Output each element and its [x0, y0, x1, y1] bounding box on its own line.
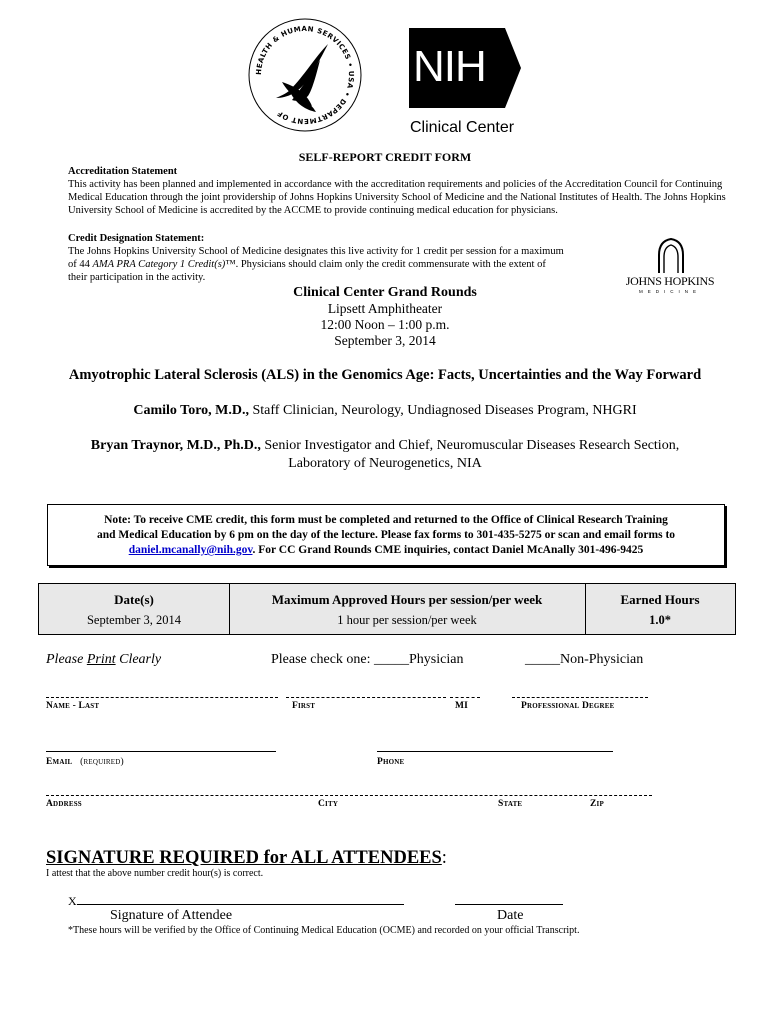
jhu-name: JOHNS HOPKINS: [625, 274, 715, 288]
table-header-max-hours: Maximum Approved Hours per session/per week: [271, 592, 543, 607]
verification-footnote: *These hours will be verified by the Office of Continuing Medical Education (OCME) and recorded on your official Transcript.: [68, 925, 580, 936]
accreditation-heading: Accreditation Statement: [68, 166, 178, 177]
address-field[interactable]: [46, 795, 652, 796]
check-non-physician[interactable]: _____Non-Physician: [525, 652, 644, 667]
first-name-field[interactable]: [286, 697, 446, 698]
nih-logo: [409, 28, 521, 138]
note-line-3: [48, 543, 724, 558]
signature-heading-colon: :: [441, 848, 447, 868]
nih-label: NIH: [413, 42, 486, 91]
table-cell-earned: 1.0*: [649, 613, 671, 627]
signature-label: Signature of Attendee: [110, 908, 233, 923]
label-email-text: Email: [46, 757, 73, 767]
signature-heading-text: SIGNATURE REQUIRED for ALL ATTENDEES: [46, 848, 442, 868]
hhs-ring-text: HEALTH & HUMAN SERVICES • USA • DEPARTMENT OF: [254, 24, 356, 126]
degree-field[interactable]: [512, 697, 648, 698]
label-phone: Phone: [377, 757, 405, 767]
event-time: 12:00 Noon – 1:00 p.m.: [320, 317, 450, 332]
speaker-2-role-line2: Laboratory of Neurogenetics, NIA: [288, 456, 482, 471]
note-line-2: and Medical Education by 6 pm on the day of the lecture. Please fax forms to 301-435-5275 or scan and email forms to: [96, 529, 676, 541]
label-email: [46, 757, 124, 767]
label-professional-degree: Professional Degree: [521, 701, 615, 711]
speaker-1-role: Staff Clinician, Neurology, Undiagnosed Diseases Program, NHGRI: [248, 403, 637, 418]
lecture-title: Amyotrophic Lateral Sclerosis (ALS) in the Genomics Age: Facts, Uncertainties and the Way Forward: [68, 367, 702, 383]
note-box: [47, 504, 725, 566]
table-header-dates: Date(s): [114, 592, 154, 607]
credit-line-2: [68, 258, 628, 271]
signature-field[interactable]: [77, 904, 404, 905]
label-address: Address: [46, 799, 82, 809]
event-venue: Lipsett Amphitheater: [327, 301, 443, 316]
credit-line-2-post: . Physicians should claim only the credit commensurate with the extent of: [235, 259, 546, 270]
accreditation-body: This activity has been planned and implemented in accordance with the accreditation requirements and policies of the Accreditation Council for Continuing Medical Education through the joint providership of Johns Hopkins University School of Medicine and the National Institutes of Health. The Johns Hopkins University School of Medicine is accredited by the ACCME to provide continuing medical education for physicians.: [68, 179, 726, 216]
signature-heading: [46, 847, 447, 869]
note-line-1: Note: To receive CME credit, this form must be completed and returned to the Office of Clinical Research Training: [104, 514, 668, 526]
event-series: Clinical Center Grand Rounds: [293, 285, 477, 300]
table-cell-max-hours: 1 hour per session/per week: [337, 613, 477, 627]
jhu-sub: MEDICINE: [638, 289, 701, 294]
speaker-1-name: Camilo Toro, M.D.,: [133, 403, 249, 418]
label-zip: Zip: [590, 799, 604, 809]
please-print-pre: Please: [46, 652, 87, 667]
check-physician[interactable]: Please check one: _____Physician: [271, 652, 464, 667]
credit-line-3: their participation in the activity.: [68, 272, 206, 283]
label-email-required: (required): [80, 757, 124, 767]
label-mi: MI: [455, 701, 469, 711]
speaker-2-name: Bryan Traynor, M.D., Ph.D.,: [90, 438, 261, 453]
label-city: City: [318, 799, 339, 809]
credit-designation-body: [68, 245, 628, 284]
label-name-last: Name - Last: [46, 701, 100, 711]
please-print: [46, 652, 161, 668]
table-header-earned: Earned Hours: [620, 592, 700, 607]
please-print-underlined: Print: [86, 652, 116, 667]
mi-field[interactable]: [450, 697, 480, 698]
form-title: SELF-REPORT CREDIT FORM: [298, 150, 472, 164]
speaker-1: [0, 402, 770, 420]
label-state: State: [498, 799, 523, 809]
speaker-2-role: Senior Investigator and Chief, Neuromuscular Diseases Research Section,: [260, 438, 680, 453]
hours-table: [38, 583, 736, 635]
speaker-2: [0, 437, 770, 455]
event-date: September 3, 2014: [334, 333, 436, 348]
last-name-field[interactable]: [46, 697, 278, 698]
credit-line-2-pre: of 44: [68, 259, 93, 270]
label-first: First: [292, 701, 316, 711]
date-field[interactable]: [455, 904, 563, 905]
credit-designation-heading: Credit Designation Statement:: [68, 233, 205, 244]
attest-statement: I attest that the above number credit hour(s) is correct.: [46, 868, 264, 879]
note-email-link[interactable]: daniel.mcanally@nih.gov: [128, 544, 253, 556]
email-field[interactable]: [46, 751, 276, 752]
date-label: Date: [497, 908, 524, 923]
note-line-3-post: . For CC Grand Rounds CME inquiries, contact Daniel McAnally 301-496-9425: [252, 544, 644, 556]
table-cell-date: September 3, 2014: [86, 613, 182, 627]
nih-subtitle: Clinical Center: [410, 119, 515, 136]
hhs-logo: [246, 16, 364, 134]
please-print-post: Clearly: [115, 652, 162, 667]
credit-line-2-italic: AMA PRA Category 1 Credit(s)™: [92, 259, 236, 270]
credit-line-1: The Johns Hopkins University School of Medicine designates this live activity for 1 credit per session for a maximum: [68, 246, 564, 257]
phone-field[interactable]: [377, 751, 613, 752]
signature-x: X: [68, 894, 77, 908]
